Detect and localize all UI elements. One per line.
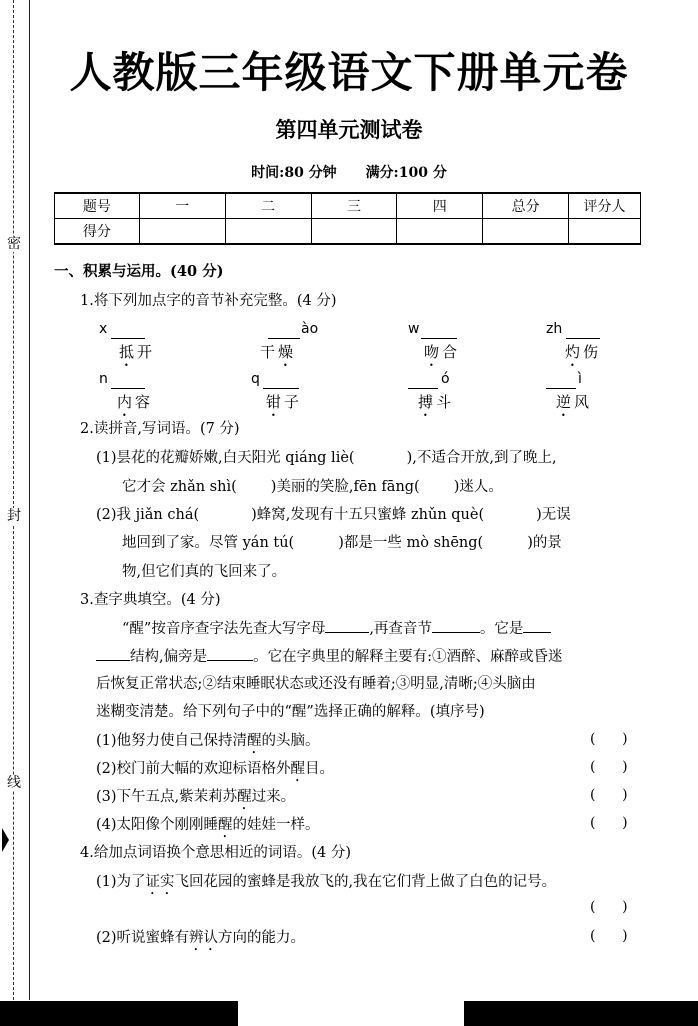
answer-parentheses[interactable]: ( )	[590, 928, 628, 944]
seal-char-xian: 线	[7, 775, 21, 791]
q2-text: 它才会 zhǎn shì(	[122, 479, 237, 495]
q4-text: (1)为了	[96, 874, 146, 890]
score-entry-cell[interactable]	[483, 219, 569, 245]
page-title: 人教版三年级语文下册单元卷	[69, 48, 629, 97]
binding-border-line	[29, 0, 30, 1000]
score-table-header-row	[55, 193, 641, 219]
dotted-char: 钳	[266, 393, 282, 411]
pinyin-initial: q	[251, 371, 260, 387]
question-4-prompt: 4.给加点词语换个意思相近的词语。(4 分)	[80, 845, 351, 861]
dotted-char: 内	[117, 393, 133, 411]
q4-sentence	[96, 928, 305, 954]
pinyin-blank[interactable]	[566, 338, 600, 339]
footer-bar-left	[0, 1001, 238, 1026]
question-2-prompt: 2.读拼音,写词语。(7 分)	[80, 421, 240, 437]
q2-line	[96, 448, 557, 468]
score-cell: 四	[397, 193, 483, 219]
page-subtitle: 第四单元测试卷	[275, 117, 423, 142]
pinyin-blank[interactable]	[263, 388, 299, 389]
score-cell: 总分	[483, 193, 569, 219]
q3-sentence	[96, 731, 320, 757]
dotted-char: 抵	[119, 343, 135, 361]
word-char: 容	[135, 393, 151, 411]
score-cell: 得分	[55, 219, 140, 245]
score-entry-cell[interactable]	[139, 219, 225, 245]
word-char: 干	[260, 343, 276, 361]
score-entry-cell[interactable]	[311, 219, 397, 245]
q3-text: 的娃娃一样。	[232, 817, 320, 833]
word-char: 合	[442, 343, 458, 361]
score-cell: 二	[225, 193, 311, 219]
dotted-char: 醒	[290, 761, 306, 777]
q3-text: (2)校门前大幅的欢迎标语格外	[96, 761, 291, 777]
fill-blank[interactable]	[432, 618, 480, 633]
q3-text: 过来。	[251, 789, 296, 805]
pinyin-blank[interactable]	[111, 388, 145, 389]
answer-parentheses[interactable]: ( )	[590, 759, 628, 775]
pinyin-blank[interactable]	[408, 388, 438, 389]
q3-text: 结构,偏旁是	[130, 649, 208, 665]
q2-line	[122, 477, 503, 497]
dotted-char: 醒	[218, 817, 233, 833]
q2-text: 地回到了家。尽管 yán tú(	[122, 535, 295, 551]
question-3-prompt: 3.查字典填空。(4 分)	[80, 592, 221, 608]
dotted-char: 醒	[237, 789, 252, 805]
q3-line	[122, 618, 551, 639]
q3-text: (4)太阳像个刚刚睡	[96, 817, 219, 833]
pinyin-initial: w	[408, 321, 420, 337]
pinyin-blank[interactable]	[111, 338, 145, 339]
q3-line: 后恢复正常状态;②结束睡眠状态或还没有睡着;③明显,清晰;④头脑由	[96, 676, 536, 692]
dotted-word: 辨认	[189, 930, 219, 946]
exam-time: 时间:80 分钟	[251, 165, 337, 181]
answer-parentheses[interactable]: ( )	[590, 787, 628, 803]
score-table	[54, 192, 641, 245]
q3-text: “醒”按音序查字法先查大写字母	[122, 621, 326, 637]
q2-text: )都是一些 mò shēng(	[338, 535, 484, 551]
q3-text: 。它在字典里的解释主要有:①酒醉、麻醉或昏迷	[253, 649, 563, 665]
q2-text: )蜂窝,发现有十五只蜜蜂 zhǔn què(	[251, 507, 485, 523]
section-heading: 一、积累与运用。(40 分)	[54, 263, 224, 280]
word-char: 伤	[583, 343, 599, 361]
question-1-prompt: 1.将下列加点字的音节补充完整。(4 分)	[80, 293, 337, 309]
word-char: 子	[284, 393, 300, 411]
pinyin-initial: x	[99, 321, 108, 337]
q2-text: )美丽的笑脸,fēn fāng(	[270, 479, 420, 495]
q3-text: 的头脑。	[261, 733, 320, 749]
exam-info	[40, 162, 658, 182]
dotted-char: 醒	[247, 733, 262, 749]
exam-full-score: 满分:100 分	[365, 165, 447, 181]
q2-text: )迷人。	[453, 479, 503, 495]
q3-line	[96, 646, 563, 667]
pinyin-blank[interactable]	[546, 388, 576, 389]
q4-text: 方向的能力。	[218, 930, 306, 946]
q3-text: 。它是	[479, 621, 524, 637]
q3-text: 目。	[305, 761, 335, 777]
score-cell: 一	[139, 193, 225, 219]
word-char: 开	[137, 343, 153, 361]
fill-blank[interactable]	[523, 618, 551, 633]
fill-blank[interactable]	[325, 618, 369, 633]
fill-blank[interactable]	[207, 646, 253, 661]
q2-text: (1)昙花的花瓣娇嫩,白天阳光 qiáng liè(	[96, 450, 355, 466]
score-entry-cell[interactable]	[225, 219, 311, 245]
pinyin-final: ào	[301, 321, 319, 337]
answer-parentheses[interactable]: ( )	[590, 815, 628, 831]
q2-line: 物,但它们真的飞回来了。	[122, 564, 287, 580]
pinyin-final: ì	[578, 371, 582, 387]
q4-text: 飞回花园的蜜蜂是我放飞的,我在它们背上做了白色的记号。	[174, 874, 557, 890]
score-table-score-row	[55, 219, 641, 245]
q3-sentence	[96, 815, 320, 841]
q3-sentence	[96, 759, 334, 785]
word-char: 风	[574, 393, 590, 411]
dotted-char: 逆	[556, 393, 572, 411]
q2-text: (2)我 jiǎn chá(	[96, 507, 200, 523]
dotted-char: 燥	[278, 343, 294, 361]
seal-char-mi: 密	[7, 236, 21, 252]
pinyin-final: ó	[441, 371, 450, 387]
q4-sentence	[96, 872, 556, 898]
q2-text: )的景	[527, 535, 562, 551]
score-cell: 题号	[55, 193, 140, 219]
q4-text: (2)听说蜜蜂有	[96, 930, 190, 946]
q2-text: ),不适合开放,到了晚上,	[406, 450, 557, 466]
score-entry-cell[interactable]	[569, 219, 641, 245]
q3-text: ,再查音节	[369, 621, 432, 637]
pinyin-initial: n	[99, 371, 108, 387]
dotted-word: 证实	[145, 874, 175, 890]
answer-parentheses[interactable]: ( )	[590, 731, 628, 747]
score-cell: 三	[311, 193, 397, 219]
dotted-char: 灼	[565, 343, 581, 361]
word-char: 斗	[436, 393, 452, 411]
seal-char-feng: 封	[7, 508, 21, 524]
q3-sentence	[96, 787, 295, 813]
q3-text: (1)他努力使自己保持清	[96, 733, 248, 749]
pinyin-initial: zh	[546, 321, 563, 337]
pinyin-blank[interactable]	[421, 338, 457, 339]
q2-line	[122, 533, 562, 553]
binding-dashed-line	[13, 0, 14, 1000]
score-entry-cell[interactable]	[397, 219, 483, 245]
fill-blank[interactable]	[96, 646, 130, 661]
margin-arrow-icon	[2, 828, 9, 852]
q2-line	[96, 505, 571, 525]
pinyin-blank[interactable]	[268, 338, 300, 339]
answer-parentheses[interactable]: ( )	[590, 899, 628, 915]
dotted-char: 吻	[424, 343, 440, 361]
footer-bar-right	[464, 1001, 698, 1026]
dotted-char: 搏	[418, 393, 434, 411]
q3-line: 迷糊变清楚。给下列句子中的“醒”选择正确的解释。(填序号)	[96, 704, 485, 720]
score-cell: 评分人	[569, 193, 641, 219]
q2-text: )无误	[536, 507, 571, 523]
q3-text: (3)下午五点,紫茉莉苏	[96, 789, 238, 805]
